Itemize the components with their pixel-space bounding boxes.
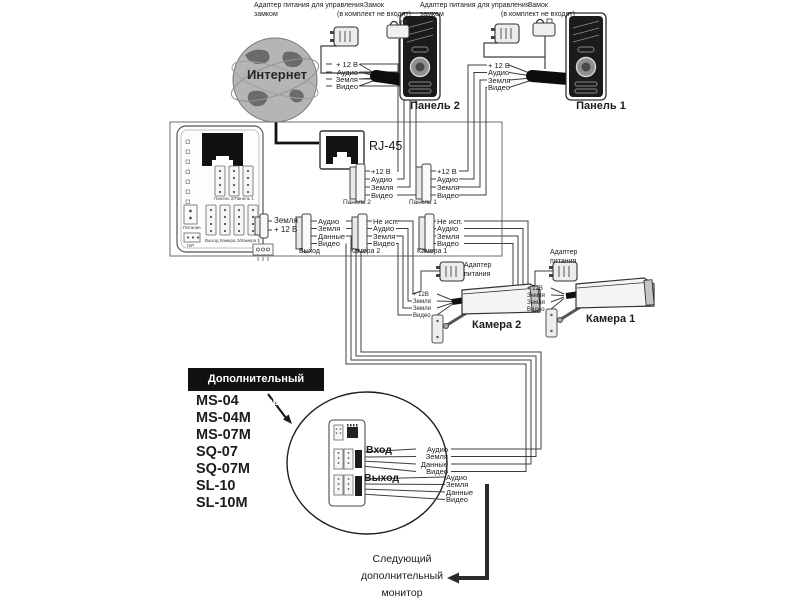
adapter-caption-left-line2: замком	[254, 11, 278, 18]
out-port-wire: Видео	[318, 239, 340, 248]
panel2-port-name: Панель 2	[343, 199, 371, 206]
door-panel-1-icon	[566, 13, 606, 100]
out-port-wire: Данные	[318, 231, 346, 241]
panel1-port-wire: +12 В	[437, 166, 457, 176]
panel2-port-wire: Земля	[371, 182, 394, 192]
panel2-port-wire: Видео	[371, 190, 393, 200]
monitor-input-wire: Данные	[420, 459, 448, 469]
panel2-port-wire: +12 В	[371, 166, 391, 176]
camera2-port-wire: Не исп.	[373, 216, 399, 226]
panel1-port-icon	[416, 164, 431, 202]
monitor-input-wire: Аудио	[426, 444, 448, 454]
camera1-adapter-caption-line2: питания	[550, 258, 577, 265]
next-monitor-line2: дополнительный	[360, 570, 444, 582]
lock-caption-left-line2: (в комплект не входят)	[337, 11, 411, 18]
panel2-wire-label: Аудио	[336, 67, 358, 77]
camera1-port-wire: Видео	[437, 239, 459, 248]
monitor-input-wire: Видео	[426, 467, 448, 476]
power-adapter-icon	[330, 27, 358, 46]
model-list-item: SL-10	[196, 478, 236, 494]
model-list-item: MS-04	[196, 393, 239, 409]
panel1-port-name: Панель 1	[409, 199, 437, 206]
camera1-wire: Видео	[527, 306, 545, 313]
board-label-power: Питание	[183, 225, 201, 230]
panel1-port-wire: Аудио	[437, 174, 459, 184]
panel1-wire-label: Аудио	[488, 68, 510, 77]
board-label-bottom-ports: Выход Камера 2/Камера 1	[205, 238, 260, 243]
panel1-port-wire: Видео	[437, 190, 459, 200]
camera1-port-wire: Земля	[437, 231, 460, 241]
panel2-wire-label: Земля	[335, 74, 358, 84]
power-adapter-icon	[491, 24, 519, 43]
power-adapter-icon	[436, 262, 464, 281]
model-list-item: MS-04M	[196, 410, 251, 426]
camera1-adapter-caption-line1: Адаптер	[550, 249, 578, 256]
adapter-caption-left-line1: Адаптер питания для управления	[254, 2, 364, 9]
monitor-input-name: Вход	[366, 444, 392, 456]
panel1-cable	[532, 76, 568, 79]
camera2-adapter-caption-line2: питания	[464, 271, 491, 278]
next-monitor-line3: монитор	[381, 587, 423, 599]
rj45-jack-icon	[320, 131, 364, 169]
rj45-label: RJ-45	[369, 139, 403, 153]
out-port-wire: Аудио	[318, 216, 340, 226]
camera2-wire: Видео	[413, 312, 431, 319]
panel2-name: Панель 2	[410, 100, 460, 112]
camera2-name: Камера 2	[472, 319, 522, 331]
camera1-wire: Земля	[527, 299, 545, 306]
board-label-top-ports: Панель 2/Панель 1	[214, 196, 254, 201]
lock-caption-right-line1: Замок	[528, 2, 548, 9]
monitor-output-wire: Аудио	[446, 472, 468, 482]
next-monitor-line1: Следующий	[372, 553, 432, 565]
monitor-input-wire: Земля	[425, 452, 448, 461]
camera2-wire: Земля	[413, 298, 431, 305]
panel1-port-wire: Земля	[437, 182, 460, 192]
camera2-adapter-caption-line1: Адаптер	[464, 262, 492, 269]
ground-label: Земля	[274, 216, 298, 225]
monitor-output-wire: Видео	[446, 495, 468, 504]
model-list-item: MS-07M	[196, 427, 251, 443]
board-label-isp: ISP	[187, 243, 195, 248]
camera1-wire: + 12В	[527, 285, 543, 292]
camera2-port-icon	[352, 214, 367, 252]
model-list-item: SQ-07M	[196, 461, 250, 477]
panel1-wire-label: + 12 В	[488, 60, 510, 70]
power-port-ticks	[268, 221, 272, 230]
next-monitor-caption	[350, 551, 454, 600]
camera1-port-icon	[419, 214, 434, 252]
panel2-wire-label: Видео	[336, 81, 358, 91]
out-port-icon	[296, 214, 311, 252]
model-list-item: SL-10M	[196, 495, 248, 511]
out-port-name: Выход	[299, 248, 320, 255]
monitor-output-wire: Земля	[446, 480, 469, 489]
panel1-name: Панель 1	[576, 100, 626, 112]
lock-icon	[533, 19, 555, 36]
camera1-wire: Земля	[527, 292, 545, 299]
internet-label: Интернет	[247, 67, 308, 82]
panel1-wire-label: Видео	[488, 83, 510, 92]
camera2-wire: Земля	[413, 305, 431, 312]
monitor-output-wire: Данные	[446, 487, 474, 497]
additional-monitor-title: Дополнительный монитор	[188, 368, 324, 391]
lock-caption-left-line1: Замок	[364, 2, 384, 9]
monitor-output-name: Выход	[364, 472, 400, 484]
camera1-name: Камера 1	[586, 313, 636, 325]
camera2-wire: + 12В	[413, 291, 429, 298]
panel2-port-wire: Аудио	[371, 174, 393, 184]
adapter-caption-right-line2: замком	[420, 11, 444, 18]
main-unit-board	[177, 126, 263, 252]
model-list-item: SQ-07	[196, 444, 238, 460]
out-port-wire: Земля	[318, 224, 341, 233]
camera1-port-wire: Аудио	[437, 224, 459, 233]
adapter-caption-right-line1: Адаптер питания для управления	[420, 2, 530, 9]
camera-1-icon	[546, 278, 654, 337]
panel2-wire-label: + 12 В	[336, 59, 358, 69]
camera-2-icon	[432, 284, 540, 343]
power-label: + 12 В	[274, 225, 298, 234]
camera1-port-name: Камера 1	[417, 248, 448, 255]
panel1-wire-label: Земля	[488, 75, 511, 85]
mini-monitor-board	[329, 420, 365, 506]
camera2-port-wire: Земля	[373, 231, 396, 241]
camera1-port-wire: Не исп.	[437, 216, 463, 226]
lock-icon	[387, 21, 409, 38]
camera2-port-name: Камера 2	[350, 248, 381, 255]
camera2-port-wire: Аудио	[373, 224, 395, 233]
panel2-port-icon	[350, 164, 365, 202]
lock-caption-right-line2: (в комплект не входят)	[501, 11, 575, 18]
camera2-port-wire: Видео	[373, 239, 395, 248]
